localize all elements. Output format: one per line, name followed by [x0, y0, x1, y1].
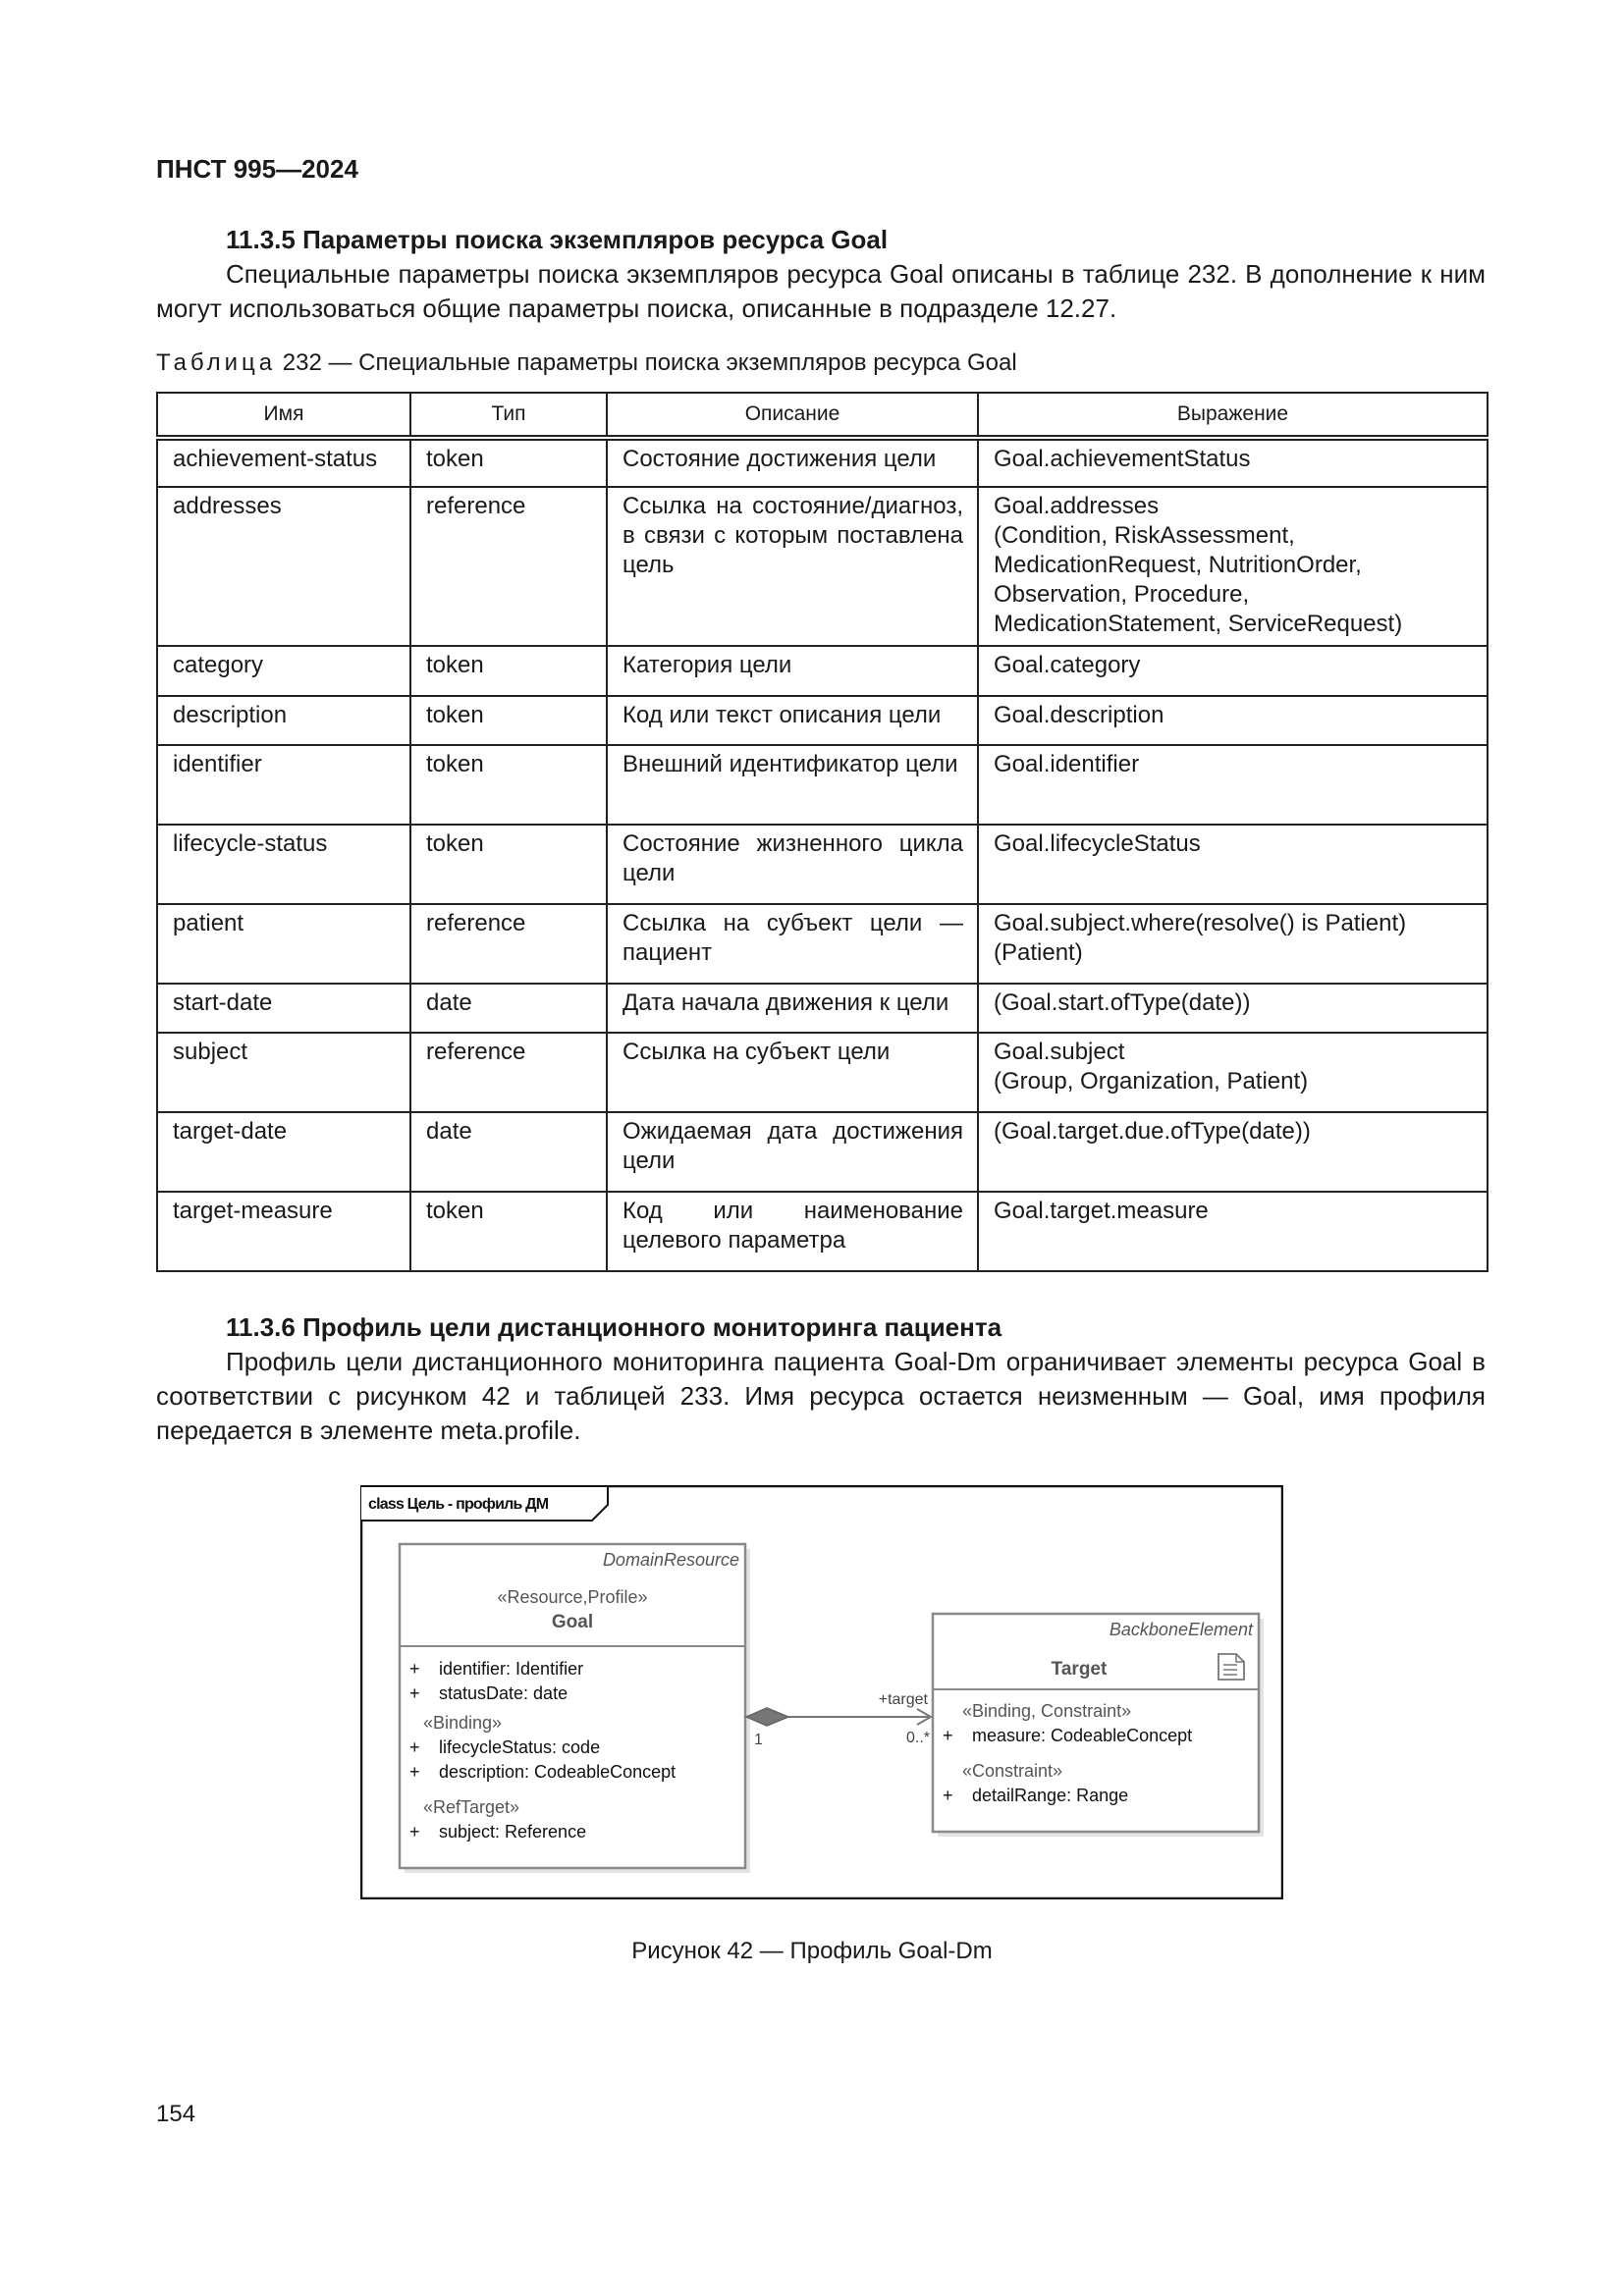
param-type: token	[410, 696, 607, 745]
table-row	[157, 1192, 1488, 1271]
param-expression: Goal.achievementStatus	[978, 438, 1488, 487]
table-row	[157, 1112, 1488, 1192]
source-multiplicity: 1	[754, 1732, 763, 1748]
param-expression: Goal.lifecycleStatus	[978, 825, 1488, 904]
param-name: category	[157, 646, 410, 696]
paragraph-text: Специальные параметры поиска экземпляров ресурса Goal описаны в таблице 232. В дополнение к ним могут использоваться общие параметры поиска, описанные в подразделе 12.27.	[156, 259, 1486, 323]
frame-label: class Цель - профиль ДМ	[368, 1496, 549, 1513]
table-caption	[156, 349, 1017, 377]
param-name: identifier	[157, 745, 410, 825]
param-type: token	[410, 745, 607, 825]
param-description: Ссылка на состояние/диагноз, в связи с которым поставлена цель	[607, 487, 978, 646]
target-multiplicity: 0..*	[905, 1730, 930, 1746]
param-description: Ожидаемая дата достижения цели	[607, 1112, 978, 1192]
param-description: Внешний идентификатор цели	[607, 745, 978, 825]
goal-attr-subject: subject: Reference	[439, 1822, 587, 1842]
table-row	[157, 984, 1488, 1033]
param-expression: (Goal.target.due.ofType(date))	[978, 1112, 1488, 1192]
param-description: Код или наименование целевого параметра	[607, 1192, 978, 1271]
plus-sign: +	[943, 1786, 953, 1805]
param-expression: Goal.identifier	[978, 745, 1488, 825]
table-row	[157, 904, 1488, 984]
table-row	[157, 646, 1488, 696]
param-name: description	[157, 696, 410, 745]
goal-reftarget-stereotype: «RefTarget»	[423, 1797, 520, 1817]
header-expression: Выражение	[978, 393, 1488, 438]
header-type: Тип	[410, 393, 607, 438]
param-name: lifecycle-status	[157, 825, 410, 904]
page-number: 154	[156, 2101, 196, 2127]
goal-class-name: Goal	[551, 1612, 594, 1632]
table-row	[157, 696, 1488, 745]
param-type: reference	[410, 487, 607, 646]
param-expression: Goal.subject (Group, Organization, Patient)	[978, 1033, 1488, 1112]
param-expression: Goal.target.measure	[978, 1192, 1488, 1271]
param-name: addresses	[157, 487, 410, 646]
param-description: Дата начала движения к цели	[607, 984, 978, 1033]
param-expression: Goal.description	[978, 696, 1488, 745]
param-type: reference	[410, 1033, 607, 1112]
header-description: Описание	[607, 393, 978, 438]
association-role-label: +target	[878, 1691, 928, 1708]
paragraph-text: Профиль цели дистанционного мониторинга пациента Goal-Dm ограничивает элементы ресурса Goal в соответствии с рисунком 42 и таблицей 233. Имя ресурса остается неизменным — Goal, имя профиля передается в элементе meta.profile.	[156, 1347, 1486, 1445]
goal-stereotype: «Resource,Profile»	[497, 1587, 648, 1607]
plus-sign: +	[409, 1659, 420, 1679]
document-icon	[1218, 1654, 1244, 1680]
param-description: Состояние достижения цели	[607, 438, 978, 487]
table-caption-label: Таблица	[156, 349, 277, 376]
param-expression: Goal.category	[978, 646, 1488, 696]
uml-class-diagram	[360, 1485, 1283, 1899]
param-description: Категория цели	[607, 646, 978, 696]
table-row	[157, 438, 1488, 487]
param-name: patient	[157, 904, 410, 984]
param-type: token	[410, 646, 607, 696]
target-binding-constraint-stereotype: «Binding, Constraint»	[962, 1701, 1132, 1721]
param-type: date	[410, 984, 607, 1033]
goal-attr-lifecycle-status: lifecycleStatus: code	[439, 1737, 601, 1757]
section-title-11-3-5: 11.3.5 Параметры поиска экземпляров ресурса Goal	[226, 225, 889, 254]
param-name: start-date	[157, 984, 410, 1033]
param-expression: (Goal.start.ofType(date))	[978, 984, 1488, 1033]
param-type: reference	[410, 904, 607, 984]
param-description: Ссылка на субъект цели — пациент	[607, 904, 978, 984]
table-row	[157, 825, 1488, 904]
goal-attr-status-date: statusDate: date	[439, 1683, 568, 1703]
target-parent-name: BackboneElement	[1109, 1620, 1253, 1639]
table-row	[157, 745, 1488, 825]
param-type: date	[410, 1112, 607, 1192]
plus-sign: +	[409, 1737, 420, 1757]
goal-attr-description: description: CodeableConcept	[439, 1762, 677, 1782]
figure-caption: Рисунок 42 — Профиль Goal-Dm	[631, 1938, 993, 1964]
param-type: token	[410, 1192, 607, 1271]
table-row	[157, 1033, 1488, 1112]
search-params-table	[156, 392, 1489, 1272]
table-header-row	[157, 393, 1488, 438]
param-name: target-date	[157, 1112, 410, 1192]
param-name: subject	[157, 1033, 410, 1112]
param-type: token	[410, 825, 607, 904]
param-type: token	[410, 438, 607, 487]
param-description: Состояние жизненного цикла цели	[607, 825, 978, 904]
param-name: achievement-status	[157, 438, 410, 487]
section-title-11-3-6: 11.3.6 Профиль цели дистанционного мониторинга пациента	[226, 1312, 1002, 1342]
goal-parent-name: DomainResource	[602, 1550, 739, 1570]
document-code: ПНСТ 995—2024	[156, 154, 358, 184]
param-description: Код или текст описания цели	[607, 696, 978, 745]
param-expression: Goal.addresses (Condition, RiskAssessment, MedicationRequest, NutritionOrder, Observation, Procedure, MedicationStatement, ServiceRequest)	[978, 487, 1488, 646]
target-constraint-stereotype: «Constraint»	[962, 1761, 1063, 1781]
header-name: Имя	[157, 393, 410, 438]
section-paragraph-11-3-6	[156, 1345, 1486, 1448]
target-attr-detail-range: detailRange: Range	[972, 1786, 1129, 1805]
param-expression: Goal.subject.where(resolve() is Patient) (Patient)	[978, 904, 1488, 984]
target-attr-measure: measure: CodeableConcept	[972, 1726, 1193, 1745]
table-caption-text: 232 — Специальные параметры поиска экземпляров ресурса Goal	[276, 349, 1017, 376]
plus-sign: +	[409, 1683, 420, 1703]
section-paragraph-11-3-5	[156, 257, 1486, 326]
plus-sign: +	[409, 1822, 420, 1842]
table-row	[157, 487, 1488, 646]
goal-attr-identifier: identifier: Identifier	[439, 1659, 584, 1679]
param-name: target-measure	[157, 1192, 410, 1271]
plus-sign: +	[943, 1726, 953, 1745]
plus-sign: +	[409, 1762, 420, 1782]
target-class-name: Target	[1051, 1659, 1108, 1680]
goal-binding-stereotype: «Binding»	[423, 1713, 503, 1733]
param-description: Ссылка на субъект цели	[607, 1033, 978, 1112]
